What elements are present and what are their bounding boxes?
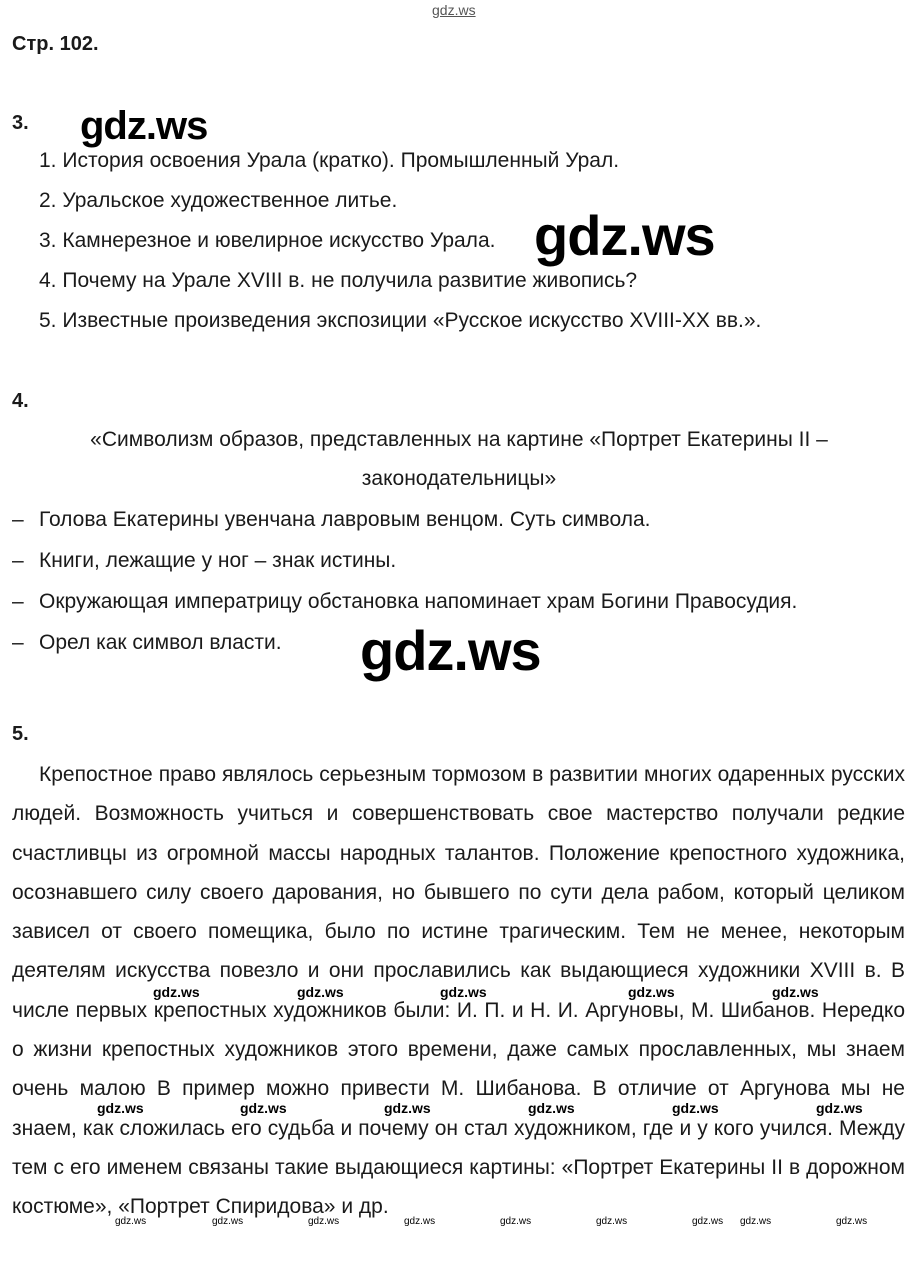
watermark-small: gdz.ws — [440, 984, 487, 1000]
watermark-small: gdz.ws — [528, 1100, 575, 1116]
watermark-small: gdz.ws — [772, 984, 819, 1000]
section-3-item: 3. Камнерезное и ювелирное искусство Урала. — [39, 229, 496, 252]
watermark-large: gdz.ws — [534, 204, 715, 267]
bullet-dash: – — [12, 549, 24, 572]
watermark-top: gdz.ws — [432, 2, 476, 18]
section-5-number: 5. — [12, 723, 29, 745]
section-3-number: 3. — [12, 112, 29, 134]
watermark-tiny: gdz.ws — [308, 1216, 340, 1227]
section-3-item: 5. Известные произведения экспозиции «Русское искусство XVIII-XX вв.». — [39, 309, 762, 332]
watermark-small: gdz.ws — [240, 1100, 287, 1116]
section-3-item: 4. Почему на Урале XVIII в. не получила развитие живопись? — [39, 269, 638, 292]
watermark-small: gdz.ws — [97, 1100, 144, 1116]
bullet-dash: – — [12, 508, 24, 531]
section-3-item: 1. История освоения Урала (кратко). Промышленный Урал. — [39, 149, 620, 172]
section-4-bullet: Книги, лежащие у ног – знак истины. — [39, 549, 397, 572]
watermark-tiny: gdz.ws — [836, 1216, 868, 1227]
section-4-heading: законодательницы» — [361, 467, 557, 490]
watermark-small: gdz.ws — [153, 984, 200, 1000]
section-4-bullet: Окружающая императрицу обстановка напоминает храм Богини Правосудия. — [39, 590, 798, 613]
section-4-number: 4. — [12, 390, 29, 412]
watermark-small: gdz.ws — [672, 1100, 719, 1116]
watermark-large: gdz.ws — [80, 104, 208, 148]
watermark-small: gdz.ws — [297, 984, 344, 1000]
watermark-tiny: gdz.ws — [500, 1216, 532, 1227]
watermark-tiny: gdz.ws — [692, 1216, 724, 1227]
watermark-tiny: gdz.ws — [115, 1216, 147, 1227]
bullet-dash: – — [12, 631, 24, 654]
section-5-paragraph: Крепостное право являлось серьезным тормозом в развитии многих одаренных русских людей. Возможность учиться и совершенствовать свое мастерство получали редкие счастливцы из огромной массы народных талантов. Положение крепостного художника, осознавшего силу своего дарования, но бывшего по сути дела рабом, который целиком зависел от своего помещика, было по истине трагическим. Тем не менее, некоторым деятелям искусства повезло и они прославились как выдающиеся художники XVIII в. В числе первых крепостных художников были: И. П. и Н. И. Аргуновы, М. Шибанов. Нередко о жизни крепостных художников этого времени, даже самых прославленных, мы знаем очень малою В пример можно привести М. Шибанова. В отличие от Аргунова мы не знаем, как сложилась его судьба и почему он стал художником, где и у кого учился. Между тем с его именем связаны такие выдающиеся картины: «Портрет Екатерины II в дорожном костюме», «Портрет Спиридова» и др. — [12, 763, 905, 1219]
bullet-dash: – — [12, 590, 24, 613]
page-title: Стр. 102. — [12, 33, 99, 55]
watermark-large: gdz.ws — [360, 619, 541, 682]
watermark-tiny: gdz.ws — [212, 1216, 244, 1227]
watermark-tiny: gdz.ws — [596, 1216, 628, 1227]
section-4-bullet: Орел как символ власти. — [39, 631, 282, 654]
section-4-heading: «Символизм образов, представленных на картине «Портрет Екатерины II – — [90, 428, 828, 451]
watermark-small: gdz.ws — [628, 984, 675, 1000]
watermark-tiny: gdz.ws — [740, 1216, 772, 1227]
section-4-bullet: Голова Екатерины увенчана лавровым венцом. Суть символа. — [39, 508, 651, 531]
watermark-tiny: gdz.ws — [404, 1216, 436, 1227]
section-3-item: 2. Уральское художественное литье. — [39, 189, 398, 212]
watermark-small: gdz.ws — [384, 1100, 431, 1116]
watermark-small: gdz.ws — [816, 1100, 863, 1116]
